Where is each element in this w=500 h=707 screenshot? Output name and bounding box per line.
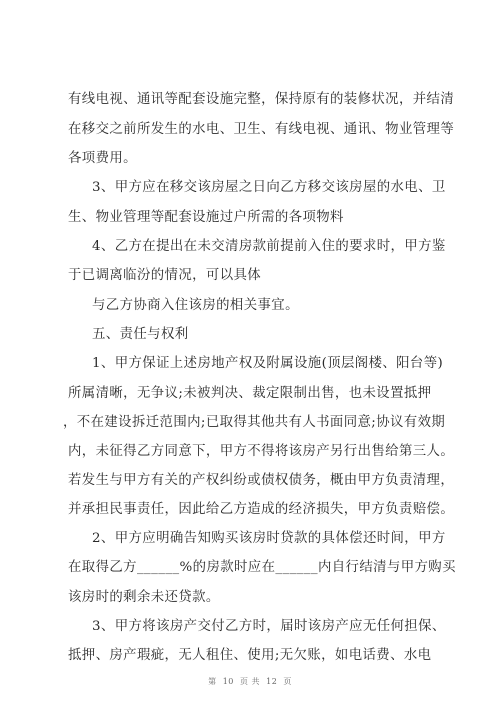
paragraph-line: 各项费用。 <box>68 151 137 166</box>
paragraph-line: 生、物业管理等配套设施过户所需的各项物料 <box>68 210 344 225</box>
paragraph-line: 该房时的剩余未还贷款。 <box>68 590 220 605</box>
paragraph-line: 与乙方协商入住该房的相关事宜。 <box>92 298 299 313</box>
paragraph-line: 3、甲方将该房产交付乙方时，届时该房产应无任何担保、 <box>92 619 446 634</box>
paragraph-line: 有线电视、通讯等配套设施完整，保持原有的装修状况，并结清 <box>68 92 455 107</box>
paragraph-line: 在取得乙方______%的房款时应在______内自行结清与甲方购买 <box>68 560 456 575</box>
paragraph-line: 所属清晰，无争议;未被判决、裁定限制出售，也未设置抵押 <box>68 386 432 401</box>
paragraph-line: 2、甲方应明确告知购买该房时贷款的具体偿还时间，甲方 <box>92 531 446 546</box>
paragraph-line: 4、乙方在提出在未交清房款前提前入住的要求时，甲方鉴 <box>92 239 446 254</box>
paragraph-line: 1、甲方保证上述房地产权及附属设施(顶层阁楼、阳台等) <box>92 356 444 371</box>
paragraph-line: 3、甲方应在移交该房屋之日向乙方移交该房屋的水电、卫 <box>92 180 446 195</box>
section-heading: 五、责任与权利 <box>92 327 189 342</box>
paragraph-line: 于已调离临汾的情况，可以具体 <box>68 268 262 283</box>
paragraph-line: 并承担民事责任，因此给乙方造成的经济损失，甲方负责赔偿。 <box>68 502 455 517</box>
paragraph-line: 抵押、房产瑕疵，无人租住、使用;无欠账，如电话费、水电 <box>68 648 432 663</box>
paragraph-line: 若发生与甲方有关的产权纠纷或债权债务，概由甲方负责清理， <box>68 473 455 488</box>
paragraph-line: 内，未征得乙方同意下，甲方不得将该房产另行出售给第三人。 <box>68 444 455 459</box>
paragraph-line: 在移交之前所发生的水电、卫生、有线电视、通讯、物业管理等 <box>68 122 455 137</box>
paragraph-line: ，不在建设拆迁范围内;已取得其他共有人书面同意;协议有效期 <box>63 415 446 430</box>
page-number-footer: 第 10 页 共 12 页 <box>208 677 292 686</box>
